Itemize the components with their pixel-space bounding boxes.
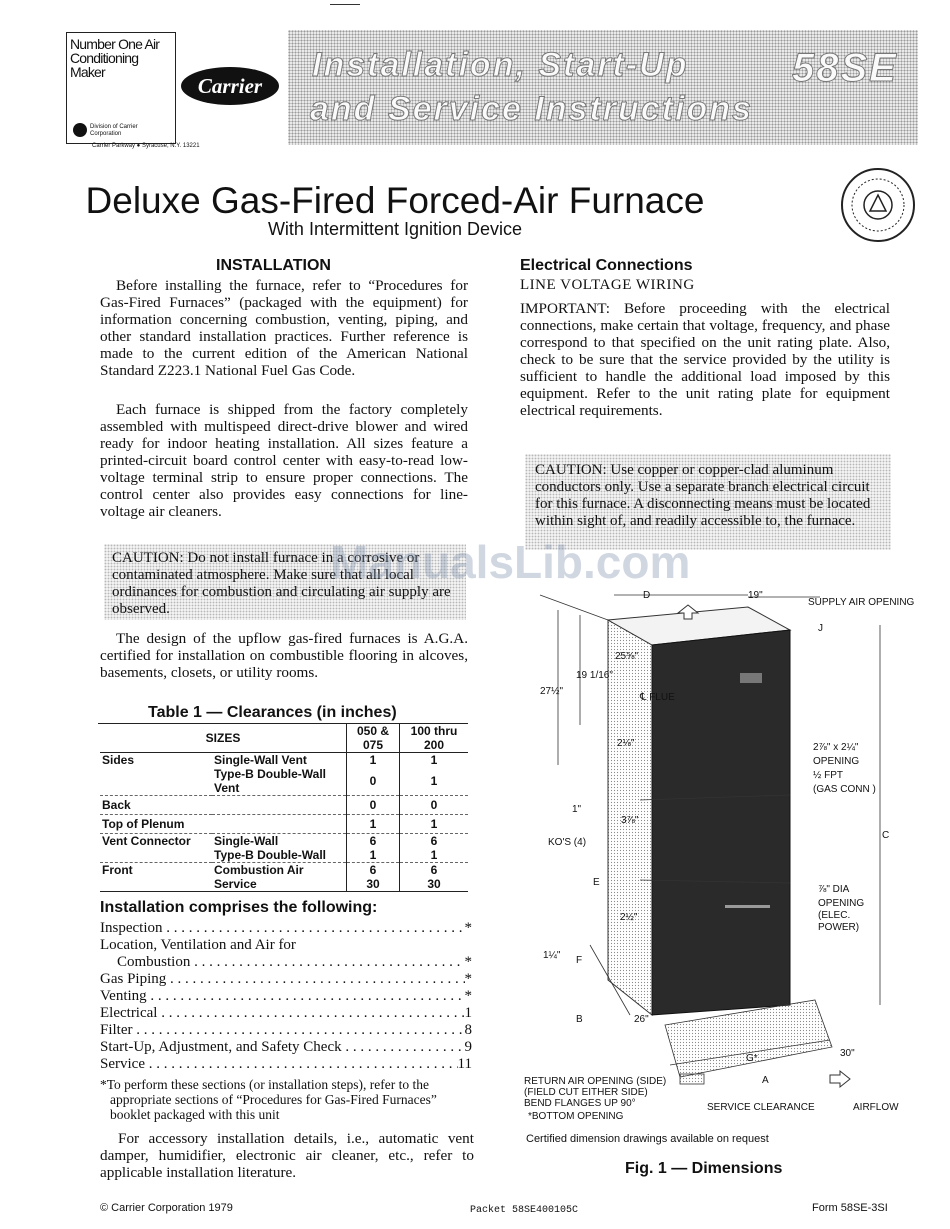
- installation-heading: INSTALLATION: [216, 257, 331, 274]
- top-rule: [330, 4, 360, 5]
- label-e: E: [593, 877, 600, 888]
- label-27: 27½": [540, 686, 564, 697]
- table-cell-a: 0: [347, 796, 400, 815]
- label-gas-2: OPENING: [813, 756, 860, 767]
- label-1: 1": [572, 804, 582, 815]
- figure-caption: Fig. 1 — Dimensions: [625, 1160, 783, 1177]
- table-cell-item: Service: [214, 877, 257, 891]
- label-return-2: (FIELD CUT EITHER SIDE): [524, 1087, 648, 1098]
- table-cell-b: 6: [400, 834, 469, 849]
- list-item-label: Start-Up, Adjustment, and Safety Check . . .: [100, 1039, 465, 1056]
- list-item: [100, 1056, 472, 1073]
- page-title: Deluxe Gas-Fired Forced-Air Furnace: [85, 180, 705, 221]
- label-d: D: [643, 590, 651, 601]
- list-item: [100, 954, 472, 971]
- list-item: [100, 988, 472, 1005]
- list-item-page: 11: [457, 1056, 472, 1072]
- label-airflow: AIRFLOW: [853, 1102, 899, 1113]
- electrical-important: IMPORTANT: Before proceeding with the electrical connections, make certain that voltage, frequency, and phase correspond to that specified on the unit rating plate. Also, check to be sure that the service provided by the utility is sufficient to handle the additional load imposed by this equipment. Refer to the unit rating plate for equipment electrical requirements.: [520, 300, 890, 419]
- label-c: C: [882, 830, 890, 841]
- table-header-col-b: 100 thru 200: [400, 724, 469, 753]
- furnace-badge: [740, 673, 762, 683]
- label-3: 3⅞": [621, 815, 639, 826]
- label-j: J: [818, 623, 823, 634]
- banner-line-1: Installation, Start-Up: [312, 46, 689, 84]
- label-2a: 2⅛": [617, 738, 635, 749]
- list-item-page: *: [464, 988, 472, 1004]
- label-26: 26": [634, 1014, 649, 1025]
- label-elec-1: ⅞" DIA: [818, 884, 850, 895]
- label-25: 25⅝": [615, 651, 639, 662]
- list-item-label: Electrical . . .: [100, 1005, 465, 1022]
- contents-list: [100, 920, 472, 1073]
- electrical-heading: Electrical Connections: [520, 257, 693, 274]
- table-row: [100, 753, 468, 768]
- installation-paragraph-2: Each furnace is shipped from the factory completely assembled with multispeed direct-drive blower and wired ready for indoor heating installation. All sizes feature a printed-circuit board control center with easy-to-read low-voltage terminal strip to ensure proper connections. The control center also provides easy connections for line-voltage air cleaners.: [100, 401, 468, 520]
- list-item-page: 9: [464, 1039, 472, 1055]
- carrier-logo: [180, 66, 280, 106]
- table1-title: Table 1 — Clearances (in inches): [148, 704, 397, 721]
- table-cell-a: 0: [347, 767, 400, 796]
- list-item: [100, 971, 472, 988]
- list-item: [100, 920, 472, 937]
- furnace-handle: [725, 905, 770, 908]
- address: Carrier Parkway ● Syracuse, N.Y. 13221: [92, 143, 200, 149]
- label-2b: 2½": [620, 912, 638, 923]
- label-gas-1: 2⅞" x 2¼": [813, 742, 859, 753]
- table-cell-b: 6: [400, 863, 469, 878]
- label-elec-4: POWER): [818, 922, 860, 933]
- caution-copper-text: CAUTION: Use copper or copper-clad aluminum conductors only. Use a separate branch electrical circuit for this furnace. A disconnecting means must be located within sight of, and readily accessible to, the furnace.: [535, 462, 871, 529]
- list-item: [100, 1039, 472, 1056]
- table-header-col-a: 050 & 075: [347, 724, 400, 753]
- table-cell-b: 1: [400, 753, 469, 768]
- table-cell-group: Sides: [102, 753, 135, 767]
- table-cell-item: Type-B Double-Wall: [214, 848, 326, 862]
- certified-note: Certified dimension drawings available on request: [526, 1133, 769, 1145]
- table-cell-item: Type-B Double-Wall Vent: [214, 767, 326, 795]
- label-19: 19": [748, 590, 763, 601]
- table-header-row: [100, 724, 468, 753]
- table-cell-group: Vent Connector: [102, 834, 191, 848]
- label-30: 30": [840, 1048, 855, 1059]
- label-elec-3: (ELEC.: [818, 910, 851, 921]
- footnote: *To perform these sections (or installation steps), refer to the appropriate sections of “Procedures for Gas-Fired Furnaces” booklet packaged with this unit: [100, 1077, 437, 1122]
- label-kos: KO'S (4): [548, 837, 587, 848]
- page-subtitle: With Intermittent Ignition Device: [267, 219, 523, 239]
- list-item: [100, 937, 472, 954]
- table-cell-a: 30: [347, 877, 400, 892]
- service-clearance-legend-icon: [680, 1074, 704, 1084]
- table-header-sizes: SIZES: [205, 731, 241, 745]
- label-gas-3: ½ FPT: [813, 770, 844, 781]
- table-cell-group: [100, 767, 212, 796]
- list-item: [100, 1005, 472, 1022]
- table-cell-a: 1: [347, 848, 400, 863]
- list-item-label: Filter . . .: [100, 1022, 465, 1039]
- comprises-heading: Installation comprises the following:: [100, 899, 378, 916]
- svg-text:Carrier: Carrier: [197, 74, 263, 98]
- footer-form: Form 58SE-3SI: [812, 1202, 888, 1214]
- banner-model: 58SE: [792, 46, 898, 90]
- table-cell-b: 0: [400, 796, 469, 815]
- table-cell-group: Top of Plenum: [102, 817, 185, 831]
- table-cell-b: 1: [400, 848, 469, 863]
- list-item-page: *: [464, 971, 472, 987]
- label-b: B: [576, 1014, 583, 1025]
- label-service-clearance: SERVICE CLEARANCE: [707, 1102, 815, 1113]
- table-cell-b: 30: [400, 877, 469, 892]
- list-item-label: Inspection . . .: [100, 920, 465, 937]
- table-cell-a: 6: [347, 863, 400, 878]
- table-row: [100, 863, 468, 878]
- list-item-label: Combustion . . .: [117, 954, 465, 971]
- list-item-page: 1: [464, 1005, 472, 1021]
- accessory-paragraph: For accessory installation details, i.e., automatic vent damper, humidifier, electronic air cleaner, etc., refer to applicable installation literature.: [100, 1130, 474, 1181]
- list-item-label: Location, Ventilation and Air for: [100, 937, 296, 953]
- label-bottom: *BOTTOM OPENING: [528, 1111, 624, 1122]
- list-item-label: Service . . .: [100, 1056, 458, 1073]
- caution-corrosive-text: CAUTION: Do not install furnace in a corrosive or contaminated atmosphere. Make sure that all local ordinances for combustion and circulating air supply are observed.: [112, 550, 451, 617]
- table-cell-group: Front: [102, 863, 133, 877]
- electrical-subheading: LINE VOLTAGE WIRING: [520, 277, 695, 293]
- table-cell-item: Single-Wall Vent: [214, 753, 307, 767]
- label-19b: 19 1/16": [576, 670, 613, 681]
- table-cell-group: [100, 848, 212, 863]
- list-item-label: Gas Piping . . .: [100, 971, 465, 988]
- list-item-page: *: [464, 954, 472, 970]
- table-row: [100, 767, 468, 796]
- aga-seal-icon: [840, 167, 916, 243]
- label-f: F: [576, 955, 583, 966]
- airflow-arrow-icon: [830, 1071, 850, 1087]
- table-row: [100, 848, 468, 863]
- label-flue: ℄ FLUE: [640, 692, 675, 703]
- division-circle-icon: [73, 123, 87, 137]
- list-item-page: *: [464, 920, 472, 936]
- footer-copyright: © Carrier Corporation 1979: [100, 1202, 233, 1214]
- table-row: [100, 815, 468, 834]
- clearances-table: [100, 724, 468, 892]
- tagline: Number One Air Conditioning Maker: [70, 36, 160, 80]
- label-1q: 1¼": [543, 950, 561, 961]
- label-a: A: [762, 1075, 769, 1086]
- label-g: G*: [746, 1053, 758, 1064]
- label-gas-4: (GAS CONN ): [813, 784, 876, 795]
- installation-paragraph-1: Before installing the furnace, refer to “Procedures for Gas-Fired Furnaces” (packaged with the equipment) for information concerning combustion, venting, piping, and other standard installation practices. Further reference is made to the current edition of the American National Standard Z223.1 National Fuel Gas Code.: [100, 277, 468, 379]
- table-cell-a: 6: [347, 834, 400, 849]
- table-cell-group: [100, 877, 212, 892]
- label-return-1: RETURN AIR OPENING (SIDE): [524, 1076, 667, 1087]
- label-return-3: BEND FLANGES UP 90°: [524, 1098, 636, 1109]
- list-item: [100, 1022, 472, 1039]
- table-cell-group: Back: [102, 798, 131, 812]
- table-cell-a: 1: [347, 753, 400, 768]
- list-item-label: Venting . . .: [100, 988, 465, 1005]
- header-banner: [288, 30, 918, 145]
- installation-paragraph-3: The design of the upflow gas-fired furnaces is A.G.A. certified for installation on combustible flooring in alcoves, basements, closets, or utility rooms.: [100, 630, 468, 681]
- table-row: [100, 834, 468, 849]
- banner-line-2: and Service Instructions: [310, 90, 753, 128]
- table-cell-item: Combustion Air: [214, 863, 304, 877]
- table-cell-item: Single-Wall: [214, 834, 279, 848]
- label-supply-air: SUPPLY AIR OPENING: [808, 597, 915, 608]
- furnace-front: [652, 630, 790, 1015]
- footer-packet: Packet 58SE400105C: [470, 1205, 579, 1216]
- watermark: ManualsLib.com: [330, 536, 691, 588]
- label-elec-2: OPENING: [818, 898, 865, 909]
- table-row: [100, 796, 468, 815]
- table-cell-b: 1: [400, 767, 469, 796]
- table-row: [100, 877, 468, 892]
- label-supply-air-1: [808, 597, 914, 608]
- table-cell-b: 1: [400, 815, 469, 834]
- table-cell-a: 1: [347, 815, 400, 834]
- division-text: Division of Carrier Corporation: [90, 124, 138, 137]
- list-item-page: 8: [464, 1022, 472, 1038]
